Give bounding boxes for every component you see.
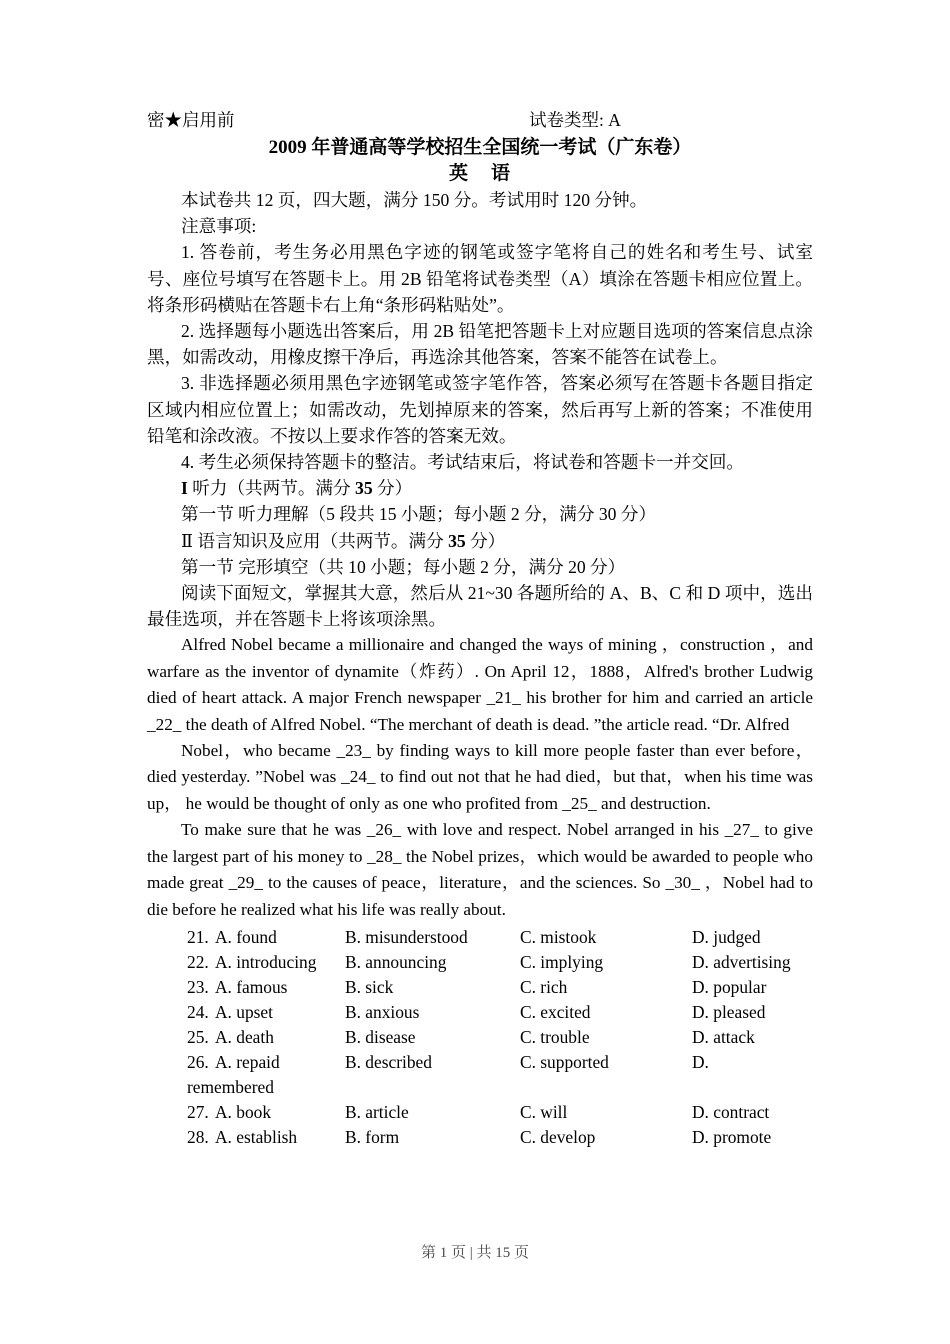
option-row (147, 1125, 813, 1150)
option-choice-d[interactable]: D. promote (692, 1126, 772, 1147)
option-choice-d[interactable]: D. judged (692, 926, 761, 947)
exam-subject (147, 161, 813, 187)
passage-paragraph-2: Nobel，who became _23_ by finding ways to kill more people faster than ever before，died yesterday. ”Nobel was _24_ to find out not that he had died，but that，when his time was up， he would be thought of only as one who profited from _25_ and destruction. (147, 741, 813, 813)
option-row (147, 1025, 813, 1050)
secrecy-label: 密★启用前 (147, 110, 235, 130)
option-choice-a[interactable]: A. upset (215, 1001, 273, 1022)
passage-paragraph-3: To make sure that he was _26_ with love and respect. Nobel arranged in his _27_ to give the largest part of his money to _28_ the Nobel prizes，which would be awarded to people who made great _29_ to the causes of peace，literature，and the sciences. So _30_ ，Nobel had to die before he realized what his life was really about. (147, 820, 813, 919)
exam-title: 2009 年普通高等学校招生全国统一考试（广东卷） (268, 137, 692, 158)
section-language-use-text: 语言知识及应用（共两节。满分 (192, 530, 449, 551)
option-choice-d[interactable]: D. advertising (692, 951, 791, 972)
option-choice-b[interactable]: B. disease (345, 1026, 416, 1047)
option-choice-b[interactable]: B. misunderstood (345, 926, 468, 947)
paper-type-label: 试卷类型: A (529, 110, 621, 130)
section-language-use-score: 35 (448, 530, 466, 551)
section-listening (147, 475, 813, 501)
option-choice-a[interactable]: A. repaid (215, 1051, 280, 1072)
section-listening-text: 听力（共两节。满分 (187, 478, 356, 499)
notice-item-1: 1. 答卷前，考生务必用黑色字迹的钢笔或签字笔将自己的姓名和考生号、试室号、座位号填写在答题卡上。用 2B 铅笔将试卷类型（A）填涂在答题卡相应位置上。将条形码横贴在答题卡右上角“条形码粘贴处”。 (147, 242, 813, 315)
option-choice-b[interactable]: B. article (345, 1101, 409, 1122)
section-listening-tail: 分） (372, 478, 413, 499)
option-row (147, 975, 813, 1000)
option-choice-c[interactable]: C. mistook (520, 926, 597, 947)
option-number: 23. (187, 976, 209, 997)
option-number: 27. (187, 1101, 209, 1122)
exam-subject-first-char: 英 (448, 163, 469, 184)
option-row (147, 1000, 813, 1025)
option-choice-d[interactable]: D. (692, 1051, 709, 1072)
option-choice-d[interactable]: D. popular (692, 976, 767, 997)
option-choice-d-continuation (147, 1075, 813, 1100)
option-choice-a[interactable]: A. introducing (215, 951, 317, 972)
option-row (147, 925, 813, 950)
option-choice-a[interactable]: A. famous (215, 976, 288, 997)
option-choice-b[interactable]: B. described (345, 1051, 432, 1072)
notice-item-3: 3. 非选择题必须用黑色字迹钢笔或签字笔作答，答案必须写在答题卡各题目指定区域内相应位置上；如需改动，先划掉原来的答案，然后再写上新的答案；不准使用铅笔和涂改液。不按以上要求作答的答案无效。 (147, 373, 813, 446)
paper-info-line: 本试卷共 12 页，四大题，满分 150 分。考试用时 120 分钟。 (181, 190, 648, 210)
option-choice-d[interactable]: D. contract (692, 1101, 770, 1122)
option-choice-d[interactable]: D. pleased (692, 1001, 766, 1022)
option-choice-d[interactable]: D. attack (692, 1026, 755, 1047)
option-choice-b[interactable]: B. anxious (345, 1001, 420, 1022)
section-language-use (147, 528, 813, 554)
option-choice-b[interactable]: B. form (345, 1126, 400, 1147)
option-choice-a[interactable]: A. book (215, 1101, 272, 1122)
section-listening-numeral: I (181, 478, 188, 499)
cloze-instructions: 阅读下面短文，掌握其大意，然后从 21~30 各题所给的 A、B、C 和 D 项中，选出最佳选项，并在答题卡上将该项涂黑。 (147, 583, 813, 630)
option-number: 28. (187, 1126, 209, 1147)
option-choice-b[interactable]: B. sick (345, 976, 394, 997)
section-cloze-part1: 第一节 完形填空（共 10 小题；每小题 2 分，满分 20 分） (181, 556, 626, 577)
notice-heading: 注意事项: (181, 216, 257, 237)
option-number: 24. (187, 1001, 209, 1022)
option-choice-c[interactable]: C. rich (520, 976, 568, 997)
option-choice-a[interactable]: A. establish (215, 1126, 298, 1147)
cloze-options-list (147, 925, 813, 1150)
option-choice-c[interactable]: C. trouble (520, 1026, 590, 1047)
option-choice-c[interactable]: C. implying (520, 951, 604, 972)
option-number: 25. (187, 1026, 209, 1047)
option-row (147, 1100, 813, 1125)
page-number-text: 第 1 页 | 共 15 页 (420, 1245, 529, 1261)
option-number: 26. (187, 1051, 209, 1072)
option-choice-b[interactable]: B. announcing (345, 951, 447, 972)
option-choice-a[interactable]: A. found (215, 926, 277, 947)
section-language-use-tail: 分） (465, 530, 506, 551)
page-header (147, 107, 813, 133)
option-number: 21. (187, 926, 209, 947)
section-listening-score: 35 (355, 478, 373, 499)
option-wrap-text[interactable]: remembered (187, 1076, 274, 1097)
option-row (147, 950, 813, 975)
option-number: 22. (187, 951, 209, 972)
page-footer (0, 1243, 950, 1263)
section-listening-part1: 第一节 听力理解（5 段共 15 小题；每小题 2 分，满分 30 分） (181, 504, 657, 525)
notice-item-4: 4. 考生必须保持答题卡的整洁。考试结束后，将试卷和答题卡一并交回。 (181, 452, 745, 473)
option-choice-c[interactable]: C. supported (520, 1051, 609, 1072)
option-choice-c[interactable]: C. excited (520, 1001, 591, 1022)
option-choice-a[interactable]: A. death (215, 1026, 274, 1047)
section-language-use-numeral: Ⅱ (181, 530, 193, 551)
option-choice-c[interactable]: C. will (520, 1101, 568, 1122)
passage-paragraph-1: Alfred Nobel became a millionaire and changed the ways of mining ，construction ，and warfare as the inventor of dynamite（炸药）. On April 12，1888，Alfred's brother Ludwig died of heart attack. A major French newspaper _21_ his brother for him and carried an article _22_ the death of Alfred Nobel. “The merchant of death is dead. ”the article read. “Dr. Alfred (147, 635, 813, 734)
exam-subject-second-char: 语 (491, 163, 512, 184)
option-row (147, 1050, 813, 1075)
page-content (147, 107, 813, 1150)
notice-item-2: 2. 选择题每小题选出答案后，用 2B 铅笔把答题卡上对应题目选项的答案信息点涂黑，如需改动，用橡皮擦干净后，再选涂其他答案，答案不能答在试卷上。 (147, 321, 813, 368)
option-choice-c[interactable]: C. develop (520, 1126, 596, 1147)
